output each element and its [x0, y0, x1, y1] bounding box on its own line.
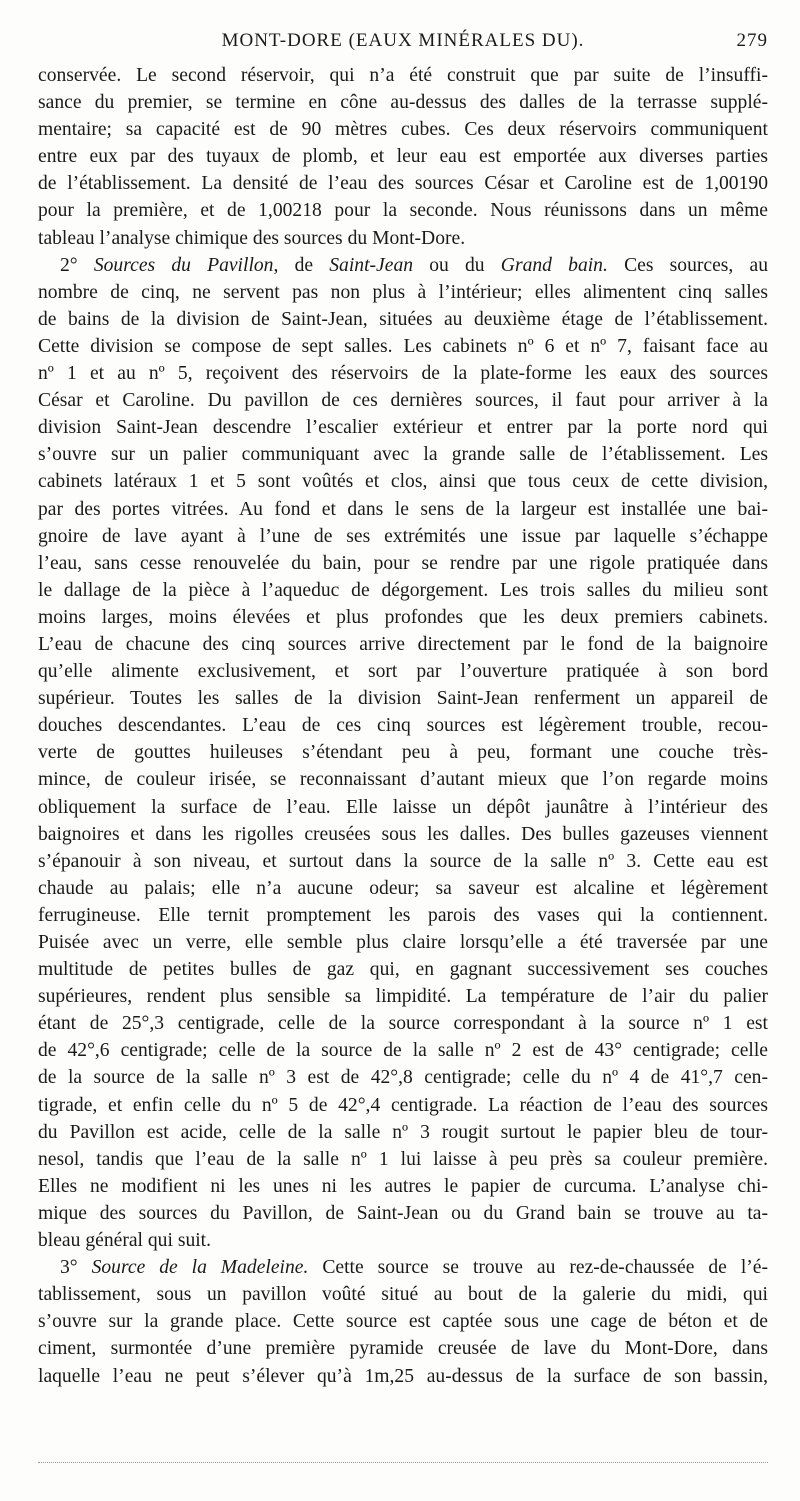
text-line: mique des sources du Pavillon, de Saint-Jean ou du Grand bain se trouve au ta- — [38, 1202, 768, 1224]
text-line: de la source de la salle nº 3 est de 42°,8 centigrade; celle du nº 4 de 41°,7 cen- — [38, 1067, 768, 1089]
text-line: tigrade, et enfin celle du nº 5 de 42°,4 centigrade. La réaction de l’eau des sources — [38, 1094, 768, 1116]
text-line: moins larges, moins élevées et plus profondes que les deux premiers cabinets. — [38, 606, 768, 628]
text-line: entre eux par des tuyaux de plomb, et leur eau est emportée aux diverses parties — [38, 146, 768, 168]
text-line: pour la première, et de 1,00218 pour la seconde. Nous réunissons dans un même — [38, 200, 768, 222]
text-line: s’épanouir à son niveau, et surtout dans la source de la salle nº 3. Cette eau est — [38, 850, 768, 872]
text-line: supérieur. Toutes les salles de la division Saint-Jean renferment un appareil de — [38, 688, 768, 710]
text-line: César et Caroline. Du pavillon de ces dernières sources, il faut pour arriver à la — [38, 390, 768, 412]
text-line: chaude au palais; elle n’a aucune odeur; sa saveur est alcaline et légèrement — [38, 877, 768, 899]
text-line: supérieures, rendent plus sensible sa limpidité. La température de l’air du palier — [38, 986, 768, 1008]
text-line: l’eau, sans cesse renouvelée du bain, pour se rendre par une rigole pratiquée dans — [38, 552, 768, 574]
text-line: Cette division se compose de sept salles. Les cabinets nº 6 et nº 7, faisant face au — [38, 335, 768, 357]
body-text — [38, 62, 768, 1390]
text-line: obliquement la surface de l’eau. Elle laisse un dépôt jaunâtre à l’intérieur des — [38, 796, 768, 818]
text-line: qu’elle alimente exclusivement, et sort par l’ouverture pratiquée à son bord — [38, 661, 768, 683]
text-line: laquelle l’eau ne peut s’élever qu’à 1m,25 au-dessus de la surface de son bassin, — [38, 1365, 768, 1387]
text-line: par des portes vitrées. Au fond et dans le sens de la largeur est installée une bai- — [38, 498, 768, 520]
text-line: étant de 25°,3 centigrade, celle de la source correspondant à la source nº 1 est — [38, 1013, 768, 1035]
text-line: s’ouvre sur un palier communiquant avec la grande salle de l’établissement. Les — [38, 444, 768, 466]
text-line: douches descendantes. L’eau de ces cinq sources est légèrement trouble, recou- — [38, 715, 768, 737]
text-line: ciment, surmontée d’une première pyramide creusée de lave du Mont-Dore, dans — [38, 1338, 768, 1360]
running-header — [38, 30, 768, 60]
text-line: nº 1 et au nº 5, reçoivent des réservoirs de la plate-forme les eaux des sources — [38, 363, 768, 385]
bottom-rule — [38, 1462, 768, 1463]
text-line: tableau l’analyse chimique des sources du Mont-Dore. — [38, 227, 466, 249]
running-title: MONT-DORE (EAUX MINÉRALES DU). — [221, 30, 585, 51]
text-line: verte de gouttes huileuses s’étendant peu à peu, formant une couche très- — [38, 742, 768, 764]
text-line: Puisée avec un verre, elle semble plus claire lorsqu’elle a été traversée par une — [38, 932, 768, 953]
text-line: le dallage de la pièce à l’aqueduc de dégorgement. Les trois salles du milieu sont — [38, 579, 768, 601]
text-line: s’ouvre sur la grande place. Cette source est captée sous une cage de béton et de — [38, 1311, 768, 1333]
text-line: division Saint-Jean descendre l’escalier extérieur et entrer par la porte nord qui — [38, 417, 768, 439]
text-line: nombre de cinq, ne servent pas non plus à l’intérieur; elles alimentent cinq salles — [38, 281, 768, 303]
page-number: 279 — [736, 30, 768, 51]
text-line: conservée. Le second réservoir, qui n’a été construit que par suite de l’insuffi- — [38, 65, 768, 86]
text-line: du Pavillon est acide, celle de la salle nº 3 rougit surtout le papier bleu de tour- — [38, 1121, 768, 1143]
text-line: 2° Sources du Pavillon, de Saint-Jean ou du Grand bain. Ces sources, au — [60, 254, 768, 276]
text-line: multitude de petites bulles de gaz qui, en gagnant successivement ses couches — [38, 959, 768, 981]
text-line: tablissement, sous un pavillon voûté situé au bout de la galerie du midi, qui — [38, 1284, 768, 1306]
text-line: de 42°,6 centigrade; celle de la source de la salle nº 2 est de 43° centigrade; celle — [38, 1040, 768, 1062]
text-line: gnoire de lave ayant à l’une de ses extrémités une issue par laquelle s’échappe — [38, 525, 768, 547]
text-line: mentaire; sa capacité est de 90 mètres cubes. Ces deux réservoirs communiquent — [38, 119, 768, 141]
text-line: bleau général qui suit. — [38, 1230, 212, 1252]
text-line: de bains de la division de Saint-Jean, situées au deuxième étage de l’établissement. — [38, 308, 768, 330]
text-line: mince, de couleur irisée, se reconnaissant d’autant mieux que l’on regarde moins — [38, 769, 768, 791]
text-line: de l’établissement. La densité de l’eau des sources César et Caroline est de 1,00190 — [38, 173, 768, 195]
text-line: sance du premier, se termine en cône au-dessus des dalles de la terrasse supplé- — [38, 92, 768, 114]
text-line: baignoires et dans les rigolles creusées sous les dalles. Des bulles gazeuses viennent — [38, 823, 768, 845]
text-line: cabinets latéraux 1 et 5 sont voûtés et clos, ainsi que tous ceux de cette division, — [38, 471, 768, 493]
text-line: Elles ne modifient ni les unes ni les autres le papier de curcuma. L’analyse chi- — [38, 1175, 768, 1197]
text-line: 3° Source de la Madeleine. Cette source se trouve au rez-de-chaussée de l’é- — [60, 1257, 769, 1279]
text-line: L’eau de chacune des cinq sources arrive directement par le fond de la baignoire — [38, 633, 768, 655]
text-line: nesol, tandis que l’eau de la salle nº 1 lui laisse à peu près sa couleur première. — [38, 1148, 768, 1170]
text-line: ferrugineuse. Elle ternit promptement les parois des vases qui la contiennent. — [38, 904, 768, 926]
